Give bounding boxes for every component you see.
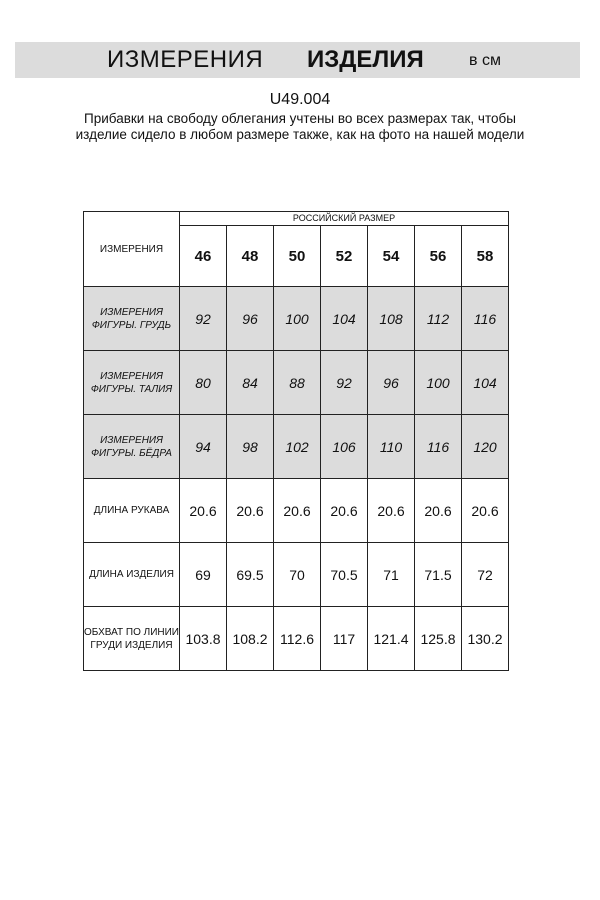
table-cell: 70.5: [321, 543, 368, 607]
table-cell: 130.2: [462, 607, 509, 671]
size-header: 50: [274, 226, 321, 287]
table-cell: 20.6: [227, 479, 274, 543]
table-cell: 71.5: [415, 543, 462, 607]
table-cell: 116: [462, 287, 509, 351]
table-cell: 92: [321, 351, 368, 415]
row-label: ИЗМЕРЕНИЯ ФИГУРЫ. ТАЛИЯ: [84, 351, 180, 415]
corner-label: ИЗМЕРЕНИЯ: [84, 212, 180, 287]
table-row: [84, 351, 509, 415]
table-cell: 104: [321, 287, 368, 351]
table-cell: 116: [415, 415, 462, 479]
table-row: [84, 287, 509, 351]
row-label: ОБХВАТ ПО ЛИНИИ ГРУДИ ИЗДЕЛИЯ: [84, 607, 180, 671]
table-cell: 69: [180, 543, 227, 607]
table-cell: 20.6: [180, 479, 227, 543]
table-cell: 117: [321, 607, 368, 671]
table-cell: 103.8: [180, 607, 227, 671]
header-title-part2: ИЗДЕЛИЯ: [307, 46, 424, 73]
article-number: U49.004: [269, 91, 331, 108]
table-row: [84, 479, 509, 543]
table-cell: 84: [227, 351, 274, 415]
table-row: [84, 415, 509, 479]
table-cell: 71: [368, 543, 415, 607]
header-unit: в см: [469, 52, 501, 69]
table-cell: 110: [368, 415, 415, 479]
table-cell: 108: [368, 287, 415, 351]
row-label: ДЛИНА РУКАВА: [84, 479, 180, 543]
table-cell: 20.6: [368, 479, 415, 543]
table-cell: 104: [462, 351, 509, 415]
size-header: 52: [321, 226, 368, 287]
table-cell: 100: [274, 287, 321, 351]
table-row: [84, 607, 509, 671]
size-table: [83, 211, 509, 671]
size-header: 48: [227, 226, 274, 287]
fit-note: Прибавки на свободу облегания учтены во всех размерах так, чтобы изделие сидело в любом размере также, как на фото на нашей модели: [75, 111, 525, 142]
table-cell: 20.6: [415, 479, 462, 543]
table-cell: 72: [462, 543, 509, 607]
table-cell: 20.6: [274, 479, 321, 543]
table-cell: 80: [180, 351, 227, 415]
table-cell: 96: [227, 287, 274, 351]
table-cell: 108.2: [227, 607, 274, 671]
size-header: 56: [415, 226, 462, 287]
table-cell: 70: [274, 543, 321, 607]
table-row: [84, 543, 509, 607]
table-cell: 102: [274, 415, 321, 479]
table-cell: 20.6: [321, 479, 368, 543]
table-cell: 112.6: [274, 607, 321, 671]
size-header: 58: [462, 226, 509, 287]
size-header: 46: [180, 226, 227, 287]
table-cell: 98: [227, 415, 274, 479]
table-cell: 69.5: [227, 543, 274, 607]
size-header: 54: [368, 226, 415, 287]
table-cell: 20.6: [462, 479, 509, 543]
row-label: ИЗМЕРЕНИЯ ФИГУРЫ. БЁДРА: [84, 415, 180, 479]
table-cell: 112: [415, 287, 462, 351]
row-label: ИЗМЕРЕНИЯ ФИГУРЫ. ГРУДЬ: [84, 287, 180, 351]
table-cell: 125.8: [415, 607, 462, 671]
table-cell: 94: [180, 415, 227, 479]
table-cell: 106: [321, 415, 368, 479]
table-cell: 121.4: [368, 607, 415, 671]
table-cell: 88: [274, 351, 321, 415]
table-cell: 96: [368, 351, 415, 415]
header-title-part1: ИЗМЕРЕНИЯ: [107, 46, 264, 73]
group-header: РОССИЙСКИЙ РАЗМЕР: [180, 212, 509, 226]
table-cell: 92: [180, 287, 227, 351]
table-cell: 120: [462, 415, 509, 479]
row-label: ДЛИНА ИЗДЕЛИЯ: [84, 543, 180, 607]
table-cell: 100: [415, 351, 462, 415]
